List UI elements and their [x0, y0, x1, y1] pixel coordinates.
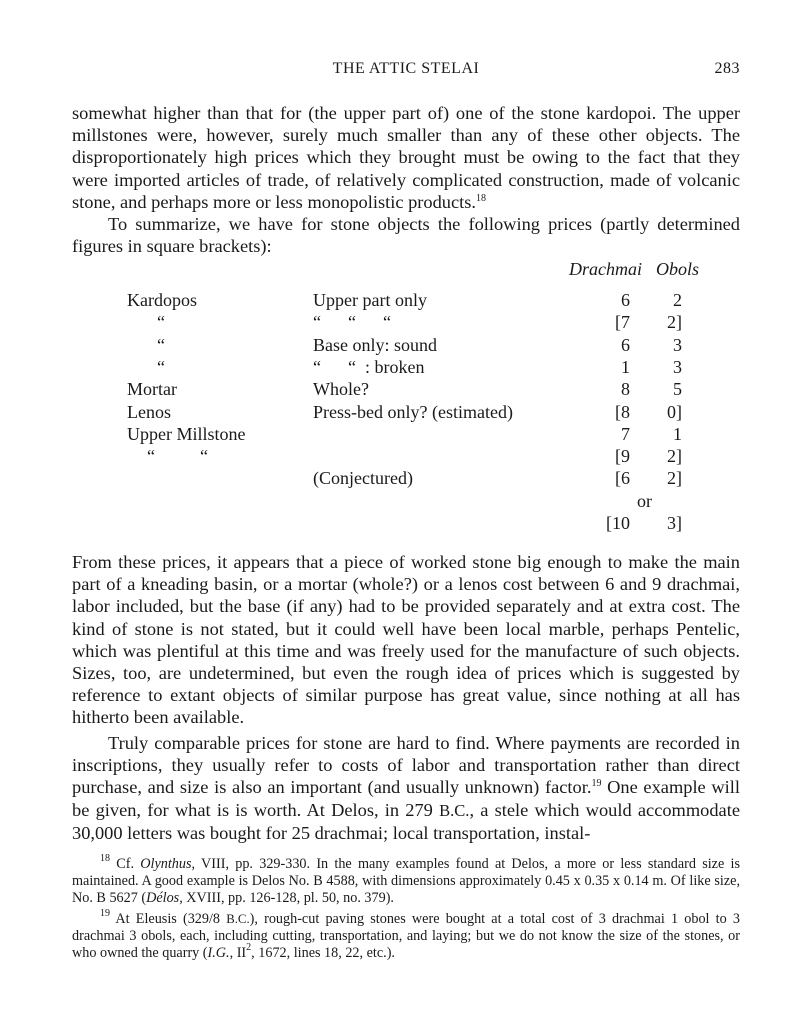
footnote-19-text-d: , 1672, lines 18, 22, etc.). — [251, 945, 395, 962]
price-table-obols: 5 — [673, 379, 682, 400]
price-table-or: or — [637, 490, 652, 511]
paragraph-2 — [72, 213, 740, 257]
price-table-obols: 2] — [667, 446, 682, 467]
price-table-item: Upper Millstone — [127, 423, 246, 444]
paragraph-3 — [72, 551, 740, 729]
price-table-drachmai: [10 — [606, 513, 630, 533]
price-table-item: “ “ — [147, 446, 208, 467]
price-table-obols: 2] — [667, 468, 682, 489]
footnote-19-text-c: , II — [229, 945, 247, 962]
price-table-item: “ — [157, 312, 165, 333]
footnote-19-text-b: ), rough-cut paving stones were bought at a total cost of 3 drachmai 1 obol to 3 drachmai 3 obols, each, including cutting, transportation, and laying; but we do not know the size of the stones, or who owned the quarry ( — [72, 910, 740, 962]
price-table-obols: 3 — [673, 334, 682, 355]
paragraph-1-text: somewhat higher than that for (the upper part of) one of the stone kardopoi. The upper millstones were, however, surely much smaller than any of these other objects. The disproportionately high prices which they brought must be owing to the fact that they were imported articles of trade, of relatively complicated construction, made of volcanic stone, and perhaps more or less monopolistic products. — [72, 103, 740, 212]
price-table-desc: Whole? — [313, 379, 369, 400]
price-table-desc: Base only: sound — [313, 334, 437, 355]
footnote-19-ig: I.G. — [207, 945, 230, 962]
col-header-obols: Obols — [656, 259, 700, 279]
price-table-obols: 0] — [667, 401, 682, 422]
footnotes — [72, 853, 740, 965]
price-table-desc: Upper part only — [313, 290, 427, 310]
page-number: 283 — [714, 60, 740, 77]
footnote-19-era: B.C. — [226, 911, 250, 926]
footnote-ref-19[interactable]: 19 — [591, 778, 602, 790]
price-table-obols: 2 — [673, 290, 682, 310]
footnote-18-text-a: Cf. — [110, 856, 141, 872]
price-table-drachmai: 8 — [621, 379, 630, 400]
price-table-desc: Press-bed only? (estimated) — [313, 401, 513, 422]
price-table-drachmai: [7 — [615, 312, 630, 333]
price-table-obols: 3 — [673, 356, 682, 377]
footnote-19-number: 19 — [100, 907, 110, 919]
paragraph-4-part1: Truly comparable prices for stone are hard to find. Where payments are recorded in inscriptions, they usually refer to costs of labor and transportation rather than direct purchase, and size is also an important (and usually unknown) factor. — [72, 733, 740, 798]
price-table-desc: (Conjectured) — [313, 468, 413, 489]
price-table-drachmai: 1 — [621, 356, 630, 377]
price-table-drachmai: [9 — [615, 446, 630, 467]
price-table-item: Kardopos — [127, 290, 197, 310]
footnote-18 — [72, 853, 740, 908]
price-table-obols: 1 — [673, 423, 682, 444]
price-table-drachmai: 6 — [621, 334, 630, 355]
footnote-18-delos: Délos — [146, 890, 180, 907]
footnote-19-text-a: At Eleusis (329/8 — [110, 910, 227, 927]
running-title: THE ATTIC STELAI — [332, 60, 480, 77]
price-table-item: Mortar — [127, 379, 177, 400]
paragraph-3-text: From these prices, it appears that a piece of worked stone big enough to make the main part of a kneading basin, or a mortar (whole?) or a lenos cost between 6 and 9 drachmai, labor included, but the base (if any) had to be provided separately and at extra cost. The kind of stone is not stated, but it could well have been local marble, perhaps Pentelic, which was plentiful at this time and was freely used for the manufacture of such objects. Sizes, too, are undetermined, but even the rough idea of prices which is suggested by reference to extant objects of similar purpose has great value, since nothing at all has hitherto been available. — [72, 552, 740, 728]
footnote-ref-18[interactable]: 18 — [476, 192, 487, 204]
price-table-obols: 3] — [667, 513, 682, 533]
running-header — [72, 60, 740, 84]
paragraph-4-part2: One example will be given, for what is is worth. At Delos, in 279 — [72, 777, 740, 820]
price-table-obols: 2] — [667, 312, 682, 333]
price-table-drachmai: [8 — [615, 401, 630, 422]
price-table-drachmai: [6 — [615, 468, 630, 489]
footnote-18-olynthus: Olynthus — [140, 856, 192, 872]
paragraph-2-text: To summarize, we have for stone objects the following prices (partly determined figures in square brackets): — [72, 214, 740, 257]
col-header-drachmai: Drachmai — [569, 259, 642, 279]
footnote-18-text-b: , VIII, pp. 329-330. In the many examples found at Delos, a more or less standard size is maintained. A good example is Delos No. B 4588, with dimensions approximately 0.45 x 0.35 x 0.14 m. Of like size, No. B 5627 ( — [72, 856, 740, 907]
price-table — [72, 258, 740, 533]
paragraph-4-part3: , a stele which would accommodate 30,000 letters was bought for 25 drachmai; local transportation, instal- — [72, 799, 740, 843]
era-abbrev: B.C. — [439, 800, 470, 820]
price-table-drachmai: 6 — [621, 290, 630, 310]
paragraph-1 — [72, 102, 740, 213]
footnote-18-number: 18 — [100, 853, 110, 864]
footnote-18-text-c: , XVIII, pp. 126-128, pl. 50, no. 379). — [179, 890, 394, 907]
footnote-19-sup: 2 — [246, 942, 252, 954]
footnote-19 — [72, 907, 740, 963]
price-table-item: “ — [157, 334, 165, 355]
price-table-item: “ — [157, 356, 165, 377]
price-table-drachmai: 7 — [621, 423, 630, 444]
price-table-desc: “ “ : broken — [313, 356, 425, 377]
paragraph-4 — [72, 732, 740, 844]
price-table-desc: “ “ “ — [313, 312, 391, 333]
price-table-item: Lenos — [127, 401, 171, 422]
